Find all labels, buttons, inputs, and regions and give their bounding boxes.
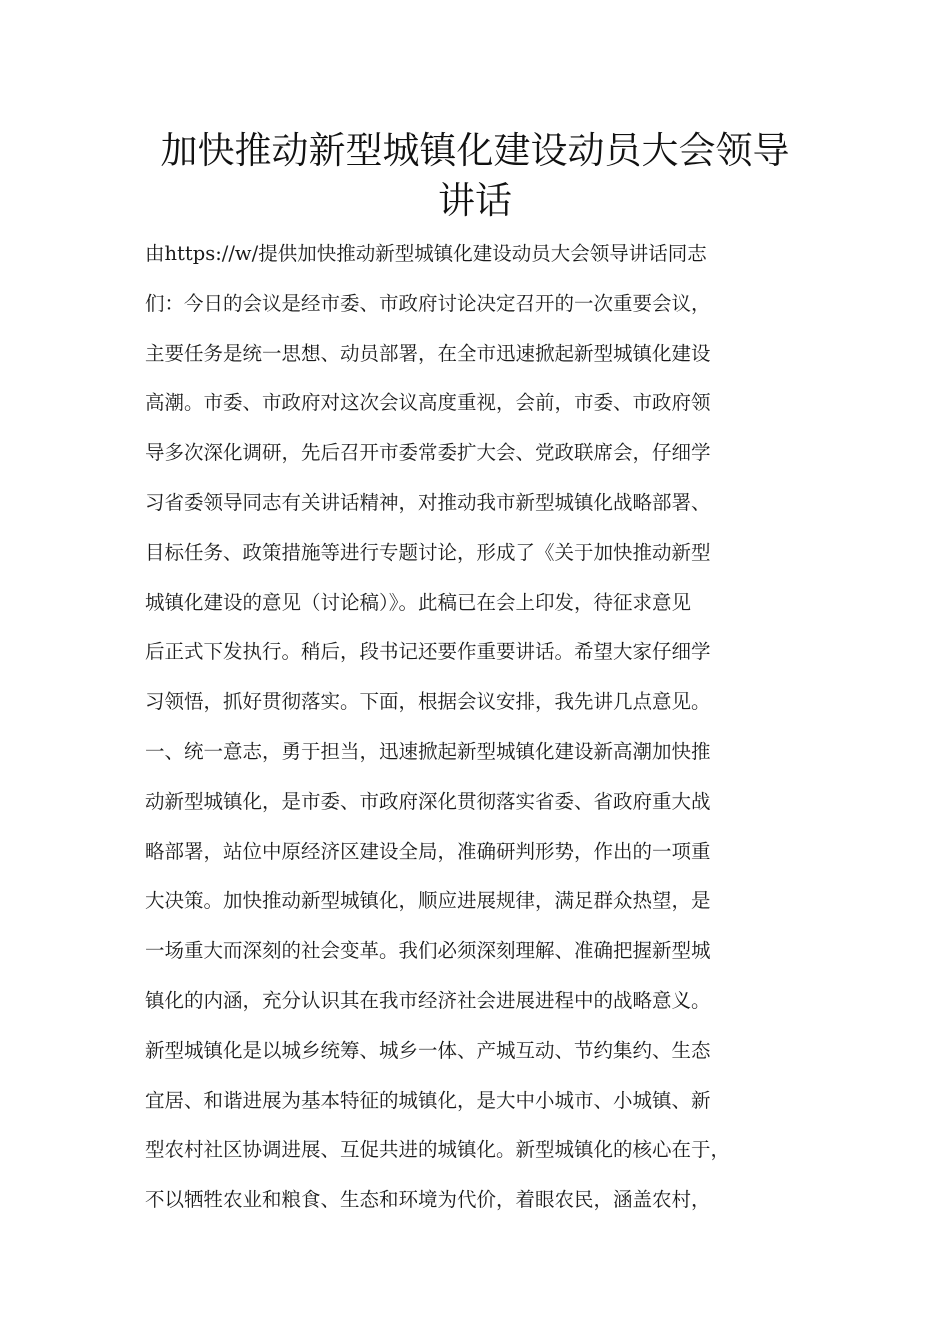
body-line: 动新型城镇化，是市委、市政府深化贯彻落实省委、省政府重大战 bbox=[145, 789, 711, 813]
body-line: 略部署，站位中原经济区建设全局，准确研判形势，作出的一项重 bbox=[145, 839, 711, 863]
body-line: 习省委领导同志有关讲话精神，对推动我市新型城镇化战略部署、 bbox=[145, 490, 711, 514]
body-line: 习领悟，抓好贯彻落实。下面，根据会议安排，我先讲几点意见。 bbox=[145, 690, 711, 714]
body-line: 宜居、和谐进展为基本特征的城镇化，是大中小城市、小城镇、新 bbox=[145, 1088, 711, 1112]
document-title bbox=[100, 126, 850, 226]
body-line: 一、统一意志，勇于担当，迅速掀起新型城镇化建设新高潮加快推 bbox=[145, 739, 711, 763]
body-line: 主要任务是统一思想、动员部署，在全市迅速掀起新型城镇化建设 bbox=[145, 341, 711, 365]
body-line: 高潮。市委、市政府对这次会议高度重视，会前，市委、市政府领 bbox=[145, 391, 711, 415]
body-line: 们：今日的会议是经市委、市政府讨论决定召开的一次重要会议， bbox=[145, 291, 711, 315]
body-line: 导多次深化调研，先后召开市委常委扩大会、党政联席会，仔细学 bbox=[145, 441, 711, 465]
body-line: 后正式下发执行。稍后，段书记还要作重要讲话。希望大家仔细学 bbox=[145, 640, 711, 664]
body-line: 新型城镇化是以城乡统筹、城乡一体、产城互动、节约集约、生态 bbox=[145, 1038, 711, 1062]
title-line: 加快推动新型城镇化建设动员大会领导 bbox=[160, 129, 790, 172]
body-line: 型农村社区协调进展、互促共进的城镇化。新型城镇化的核心在于， bbox=[145, 1138, 731, 1162]
body-line: 城镇化建设的意见（讨论稿）》。此稿已在会上印发，待征求意见 bbox=[145, 590, 692, 614]
body-line: 目标任务、政策措施等进行专题讨论，形成了《关于加快推动新型 bbox=[145, 540, 711, 564]
body-line: 由https://w/提供加快推动新型城镇化建设动员大会领导讲话同志 bbox=[145, 242, 707, 265]
body-line: 大决策。加快推动新型城镇化，顺应进展规律，满足群众热望，是 bbox=[145, 889, 711, 913]
body-line: 不以牺牲农业和粮食、生态和环境为代价，着眼农民，涵盖农村， bbox=[145, 1188, 711, 1212]
title-line: 讲话 bbox=[438, 179, 512, 222]
document-body bbox=[145, 229, 845, 1225]
body-line: 一场重大而深刻的社会变革。我们必须深刻理解、准确把握新型城 bbox=[145, 939, 711, 963]
body-line: 镇化的内涵，充分认识其在我市经济社会进展进程中的战略意义。 bbox=[145, 988, 711, 1012]
